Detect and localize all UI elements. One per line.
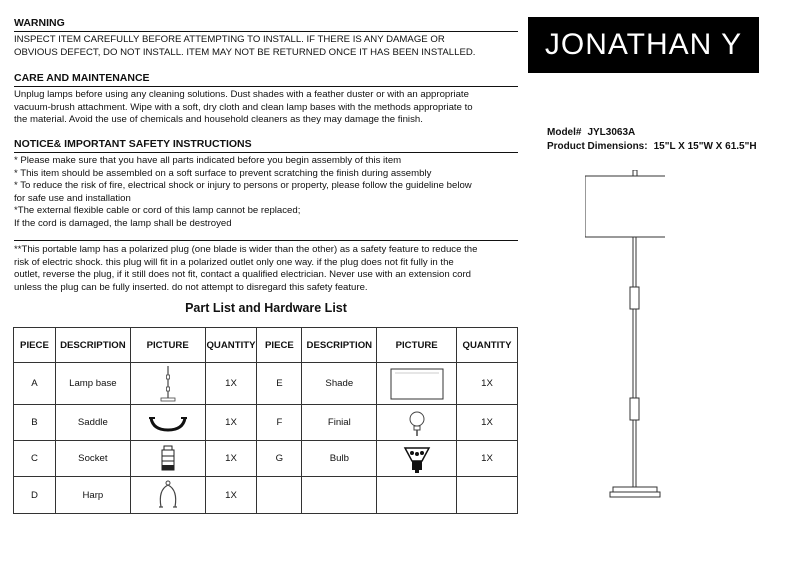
notice-line: If the cord is damaged, the lamp shall be destroyed (14, 217, 232, 229)
quantity-cell: 1X (205, 441, 257, 477)
picture-cell (377, 477, 457, 514)
model-info (547, 126, 757, 154)
model-label: Model# (547, 127, 582, 138)
socket-icon (159, 445, 177, 473)
parts-table (13, 327, 518, 514)
picture-cell (130, 363, 205, 405)
description-cell: Finial (302, 405, 377, 441)
dimensions-value: 15"L X 15"W X 61.5"H (653, 141, 757, 152)
picture-cell (130, 405, 205, 441)
polarized-line: outlet, reverse the plug, if it still does not fit, contact a qualified electrician. Never use with an extension cord (14, 269, 472, 280)
polarized-line: **This portable lamp has a polarized plug (one blade is wider than the other) as a safety feature to reduce the (14, 244, 478, 255)
table-row (14, 441, 518, 477)
parts-list-title: Part List and Hardware List (185, 301, 347, 315)
header-quantity: QUANTITY (205, 328, 257, 363)
description-cell: Shade (302, 363, 377, 405)
piece-cell: D (14, 477, 56, 514)
care-line: Unplug lamps before using any cleaning solutions. Dust shades with a feather duster or with an appropriate (14, 89, 469, 100)
picture-cell (377, 441, 457, 477)
piece-cell: A (14, 363, 56, 405)
warning-line: INSPECT ITEM CAREFULLY BEFORE ATTEMPTING TO INSTALL. IF THERE IS ANY DAMAGE OR (14, 34, 445, 45)
bulb-icon (403, 444, 431, 474)
quantity-cell: 1X (457, 363, 518, 405)
piece-cell (257, 477, 302, 514)
notice-line: * Please make sure that you have all parts indicated before you begin assembly of this item (14, 155, 402, 166)
polarized-plug-section (14, 240, 518, 294)
description-cell: Lamp base (55, 363, 130, 405)
harp-icon (156, 480, 180, 510)
care-line: vacuum-brush attachment. Wipe with a soft, dry cloth and clean lamp bases with the methods appropriate to (14, 101, 473, 113)
notice-section (14, 138, 518, 230)
polarized-line: unless the plug can be fully inserted. do not attempt to disregard this safety feature. (14, 281, 368, 293)
warning-section (14, 17, 518, 59)
care-section (14, 72, 518, 127)
model-value: JYL3063A (587, 127, 636, 138)
description-cell: Saddle (55, 405, 130, 441)
lamp-base-icon (156, 365, 180, 403)
header-quantity: QUANTITY (457, 328, 518, 363)
warning-title: WARNING (14, 17, 518, 32)
header-description: DESCRIPTION (55, 328, 130, 363)
quantity-cell (457, 477, 518, 514)
header-piece: PIECE (14, 328, 56, 363)
piece-cell: C (14, 441, 56, 477)
saddle-icon (148, 412, 188, 434)
quantity-cell: 1X (457, 441, 518, 477)
description-cell: Harp (55, 477, 130, 514)
dimensions-label: Product Dimensions: (547, 141, 648, 152)
table-row (14, 405, 518, 441)
picture-cell (377, 363, 457, 405)
description-cell: Bulb (302, 441, 377, 477)
picture-cell (130, 441, 205, 477)
quantity-cell: 1X (205, 477, 257, 514)
polarized-line: risk of electric shock. this plug will fit in a polarized outlet only one way. if the plug does not fit fully in the (14, 256, 454, 268)
header-picture: PICTURE (377, 328, 457, 363)
piece-cell: E (257, 363, 302, 405)
warning-line: OBVIOUS DEFECT, DO NOT INSTALL. ITEM MAY NOT BE RETURNED ONCE IT HAS BEEN INSTALLED. (14, 46, 476, 58)
shade-icon (389, 367, 445, 401)
description-cell: Socket (55, 441, 130, 477)
quantity-cell: 1X (205, 363, 257, 405)
notice-line: for safe use and installation (14, 192, 131, 204)
quantity-cell: 1X (205, 405, 257, 441)
quantity-cell: 1X (457, 405, 518, 441)
finial-icon (407, 409, 427, 437)
notice-line: * To reduce the risk of fire, electrical shock or injury to persons or property, please follow the guideline below (14, 180, 472, 191)
header-piece: PIECE (257, 328, 302, 363)
table-row (14, 363, 518, 405)
table-header-row (14, 328, 518, 363)
notice-title: NOTICE& IMPORTANT SAFETY INSTRUCTIONS (14, 138, 518, 153)
notice-line: * This item should be assembled on a soft surface to prevent scratching the finish during assembly (14, 167, 432, 179)
header-picture: PICTURE (130, 328, 205, 363)
care-line: the material. Avoid the use of chemicals and household cleaners as they may damage the finish. (14, 114, 423, 125)
piece-cell: F (257, 405, 302, 441)
care-title: CARE AND MAINTENANCE (14, 72, 518, 87)
brand-logo: JONATHAN Y (528, 17, 759, 73)
header-description: DESCRIPTION (302, 328, 377, 363)
notice-line: *The external flexible cable or cord of this lamp cannot be replaced; (14, 205, 301, 216)
description-cell (302, 477, 377, 514)
piece-cell: G (257, 441, 302, 477)
piece-cell: B (14, 405, 56, 441)
floor-lamp-illustration (585, 170, 665, 500)
table-row (14, 477, 518, 514)
picture-cell (377, 405, 457, 441)
picture-cell (130, 477, 205, 514)
